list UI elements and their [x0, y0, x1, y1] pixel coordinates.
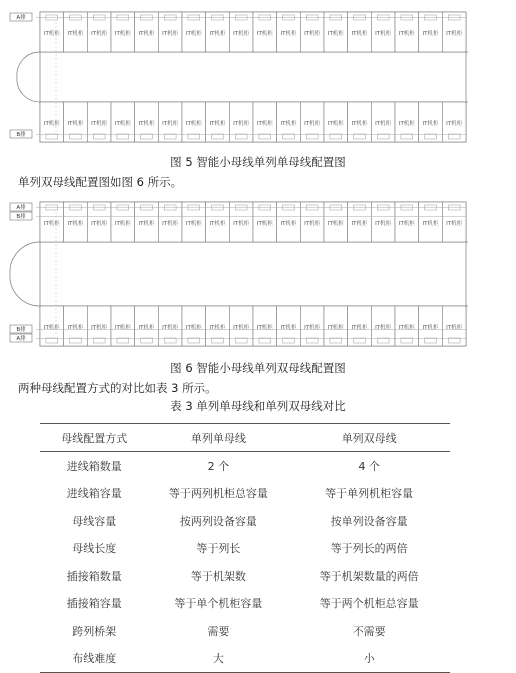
cabinet-label: IT机柜 — [280, 221, 297, 227]
table-header-cell: 母线配置方式 — [40, 424, 148, 452]
cabinet-label: IT机柜 — [185, 121, 202, 127]
feed-label: A排 — [16, 15, 26, 21]
table-cell: 母线长度 — [72, 542, 117, 556]
table-row — [40, 480, 450, 508]
table-cell: 等于机架数 — [190, 569, 246, 583]
cabinet-label: IT机柜 — [185, 325, 202, 331]
figure-6-diagram — [8, 200, 468, 348]
table-header-cell: 单列单母线 — [148, 424, 288, 452]
table-row — [40, 535, 450, 563]
cabinet-label: IT机柜 — [304, 31, 321, 37]
cabinet-label: IT机柜 — [351, 31, 368, 37]
cabinet-label: IT机柜 — [398, 121, 415, 127]
cabinet-label: IT机柜 — [233, 221, 250, 227]
door-arc — [10, 274, 40, 306]
cabinet-label: IT机柜 — [138, 121, 155, 127]
cabinet-label: IT机柜 — [209, 31, 226, 37]
table-cell: 按两列设备容量 — [179, 514, 257, 528]
table-cell: 母线容量 — [72, 514, 117, 528]
cabinet-label: IT机柜 — [43, 221, 60, 227]
cabinet-label: IT机柜 — [280, 121, 297, 127]
cabinet-label: IT机柜 — [422, 325, 439, 331]
cabinet-label: IT机柜 — [162, 31, 179, 37]
table-cell: 插接箱数量 — [66, 569, 122, 583]
cabinet-label: IT机柜 — [375, 325, 392, 331]
cabinet-label: IT机柜 — [43, 31, 60, 37]
table-cell: 大 — [148, 645, 288, 673]
paragraph-fig6-intro: 单列双母线配置图如图 6 所示。 — [18, 175, 183, 189]
table-cell: 需要 — [207, 624, 230, 638]
table-cell: 等于列长 — [196, 542, 241, 556]
table-3-title: 表 3 单列单母线和单列双母线对比 — [170, 399, 346, 413]
door-arc — [17, 77, 40, 102]
cabinet-label: IT机柜 — [398, 325, 415, 331]
table-cell: 小 — [288, 645, 450, 673]
figure-5-diagram — [8, 10, 468, 144]
cabinet-label: IT机柜 — [162, 325, 179, 331]
cabinet-label: IT机柜 — [327, 31, 344, 37]
cabinet-label: IT机柜 — [209, 325, 226, 331]
cabinet-label: IT机柜 — [43, 121, 60, 127]
table-cell: 布线难度 — [40, 645, 148, 673]
feed-label: B排 — [16, 214, 26, 220]
figure-5-caption: 图 5 智能小母线单列单母线配置图 — [170, 155, 346, 169]
door-arc — [10, 242, 40, 274]
table-header-row — [40, 424, 450, 452]
table-row — [40, 452, 450, 480]
table-cell: 等于单个机柜容量 — [174, 597, 263, 611]
cabinet-label: IT机柜 — [398, 31, 415, 37]
table-cell: 等于单列机柜容量 — [325, 487, 414, 501]
cabinet-label: IT机柜 — [375, 31, 392, 37]
cabinet-label: IT机柜 — [43, 325, 60, 331]
cabinet-label: IT机柜 — [209, 221, 226, 227]
cabinet-label: IT机柜 — [375, 221, 392, 227]
table-row — [40, 645, 450, 673]
table-cell: 等于机架数量的两倍 — [319, 569, 419, 583]
cabinet-label: IT机柜 — [138, 325, 155, 331]
cabinet-label: IT机柜 — [256, 121, 273, 127]
cabinet-label: IT机柜 — [209, 121, 226, 127]
cabinet-label: IT机柜 — [256, 221, 273, 227]
cabinet-label: IT机柜 — [91, 325, 108, 331]
feed-label: A排 — [16, 336, 26, 342]
cabinet-label: IT机柜 — [114, 221, 131, 227]
cabinet-label: IT机柜 — [280, 325, 297, 331]
table-cell: 按单列设备容量 — [330, 514, 408, 528]
cabinet-label: IT机柜 — [446, 325, 463, 331]
cabinet-label: IT机柜 — [162, 221, 179, 227]
cabinet-label: IT机柜 — [280, 31, 297, 37]
door-arc — [17, 52, 40, 77]
cabinet-label: IT机柜 — [185, 221, 202, 227]
table-row — [40, 562, 450, 590]
cabinet-label: IT机柜 — [351, 221, 368, 227]
cabinet-label: IT机柜 — [446, 31, 463, 37]
cabinet-label: IT机柜 — [91, 121, 108, 127]
cabinet-label: IT机柜 — [67, 325, 84, 331]
cabinet-label: IT机柜 — [67, 121, 84, 127]
table-cell: 跨列桥架 — [72, 624, 117, 638]
table-cell: 不需要 — [352, 624, 386, 638]
cabinet-label: IT机柜 — [233, 31, 250, 37]
cabinet-label: IT机柜 — [256, 325, 273, 331]
table-row — [40, 507, 450, 535]
cabinet-label: IT机柜 — [327, 221, 344, 227]
table-cell: 进线箱容量 — [66, 487, 122, 501]
cabinet-label: IT机柜 — [446, 221, 463, 227]
cabinet-label: IT机柜 — [398, 221, 415, 227]
cabinet-label: IT机柜 — [233, 325, 250, 331]
cabinet-label: IT机柜 — [138, 221, 155, 227]
table-cell: 2 个 — [207, 459, 230, 473]
comparison-table — [40, 423, 450, 673]
table-cell: 4 个 — [358, 459, 380, 473]
table-cell: 等于列长的两倍 — [330, 542, 408, 556]
cabinet-label: IT机柜 — [114, 31, 131, 37]
cabinet-label: IT机柜 — [91, 221, 108, 227]
cabinet-label: IT机柜 — [67, 31, 84, 37]
cabinet-label: IT机柜 — [327, 121, 344, 127]
table-row — [40, 617, 450, 645]
cabinet-label: IT机柜 — [375, 121, 392, 127]
cabinet-label: IT机柜 — [422, 221, 439, 227]
cabinet-label: IT机柜 — [304, 221, 321, 227]
feed-label: B排 — [16, 327, 26, 333]
cabinet-label: IT机柜 — [351, 325, 368, 331]
cabinet-label: IT机柜 — [304, 325, 321, 331]
cabinet-label: IT机柜 — [446, 121, 463, 127]
cabinet-label: IT机柜 — [256, 31, 273, 37]
cabinet-label: IT机柜 — [114, 121, 131, 127]
cabinet-label: IT机柜 — [185, 31, 202, 37]
cabinet-label: IT机柜 — [91, 31, 108, 37]
cabinet-label: IT机柜 — [304, 121, 321, 127]
feed-label: A排 — [16, 205, 26, 211]
cabinet-label: IT机柜 — [162, 121, 179, 127]
figure-6-caption: 图 6 智能小母线单列双母线配置图 — [170, 361, 346, 375]
paragraph-table3-intro: 两种母线配置方式的对比如表 3 所示。 — [18, 381, 217, 395]
cabinet-label: IT机柜 — [422, 121, 439, 127]
table-row — [40, 590, 450, 618]
cabinet-label: IT机柜 — [327, 325, 344, 331]
cabinet-label: IT机柜 — [67, 221, 84, 227]
cabinet-label: IT机柜 — [422, 31, 439, 37]
table-cell: 插接箱容量 — [66, 597, 122, 611]
feed-label: B排 — [16, 132, 26, 138]
table-cell: 等于两列机柜总容量 — [168, 487, 268, 501]
cabinet-label: IT机柜 — [233, 121, 250, 127]
table-header-cell: 单列双母线 — [288, 424, 450, 452]
cabinet-label: IT机柜 — [138, 31, 155, 37]
cabinet-label: IT机柜 — [351, 121, 368, 127]
cabinet-label: IT机柜 — [114, 325, 131, 331]
table-cell: 进线箱数量 — [66, 459, 122, 473]
table-cell: 等于两个机柜总容量 — [319, 597, 419, 611]
